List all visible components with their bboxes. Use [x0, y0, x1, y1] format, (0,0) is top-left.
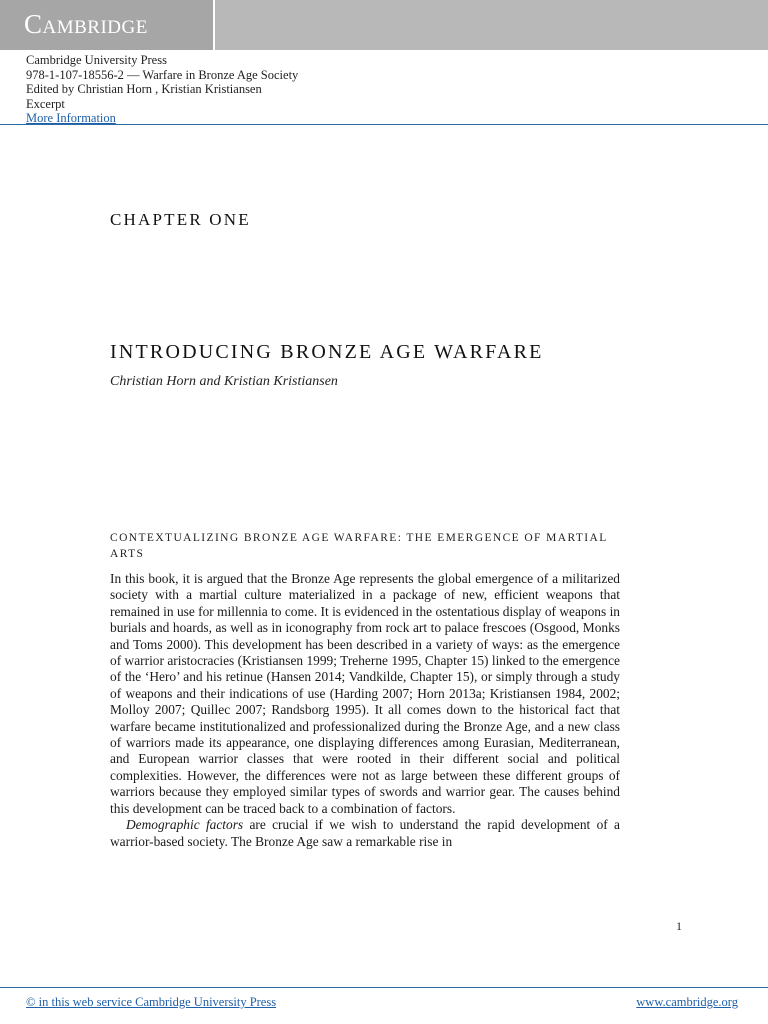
- copyright-link[interactable]: © in this web service Cambridge University Press: [26, 995, 277, 1009]
- chapter-title: INTRODUCING BRONZE AGE WARFARE: [110, 341, 544, 363]
- editors-line: Edited by Christian Horn , Kristian Kristiansen: [26, 82, 262, 96]
- paragraph-2-text: are crucial if we wish to understand the rapid development of a warrior-based society. The Bronze Age saw a remarkable rise in: [110, 817, 620, 849]
- book-metadata: [26, 53, 298, 126]
- excerpt-label: Excerpt: [26, 96, 65, 111]
- section-heading: CONTEXTUALIZING BRONZE AGE WARFARE: THE EMERGENCE OF MARTIAL ARTS: [110, 532, 608, 560]
- page-number: 1: [676, 919, 682, 933]
- paragraph-1: In this book, it is argued that the Bronze Age represents the global emergence of a militarized society with a martial culture materialized in a package of new, efficient weapons that remained in use for millennia to come. It is evidenced in the ostentatious display of weapons in burials and hoards, as well as in iconography from rock art to palace frescoes (Osgood, Monks and Toms 2000). This development has been described in a variety of ways: as the emergence of warrior aristocracies (Kristiansen 1999; Treherne 1995, Chapter 15) linked to the emergence of the ‘Hero’ and his retinue (Hansen 2014; Vandkilde, Chapter 15), or simply through a study of weapons and their indications of use (Harding 2007; Horn 2013a; Kristiansen 1984, 2002; Molloy 2007; Quillec 2007; Randsborg 1995). It all comes down to the historical fact that warfare became institutionalized and professionalized during the Bronze Age, and a new class of warriors made its appearance, one displaying differences among Eurasian, Mediterranean, and European warrior classes that were rooted in their different social and political complexities. However, the differences were not as large between these different groups of warriors because they employed similar types of swords and warrior gear. The causes behind this development can be traced back to a combination of factors.: [110, 571, 620, 816]
- publisher-name: Cambridge University Press: [26, 53, 167, 67]
- paragraph-2: [110, 817, 620, 850]
- cambridge-site-link[interactable]: www.cambridge.org: [636, 995, 738, 1009]
- chapter-label: CHAPTER ONE: [110, 210, 251, 229]
- brand-box: [0, 0, 215, 50]
- isbn-title-line: 978-1-107-18556-2 — Warfare in Bronze Age Society: [26, 67, 299, 82]
- paragraph-2-emphasis: Demographic factors: [126, 817, 244, 833]
- header-bar: [0, 0, 768, 50]
- more-information-link[interactable]: More Information: [26, 111, 116, 125]
- body-text: [110, 571, 620, 850]
- cambridge-logo: Cambridge: [24, 9, 148, 39]
- footer-divider: [0, 987, 768, 988]
- header-divider: [0, 124, 768, 125]
- chapter-authors: Christian Horn and Kristian Kristiansen: [110, 374, 338, 389]
